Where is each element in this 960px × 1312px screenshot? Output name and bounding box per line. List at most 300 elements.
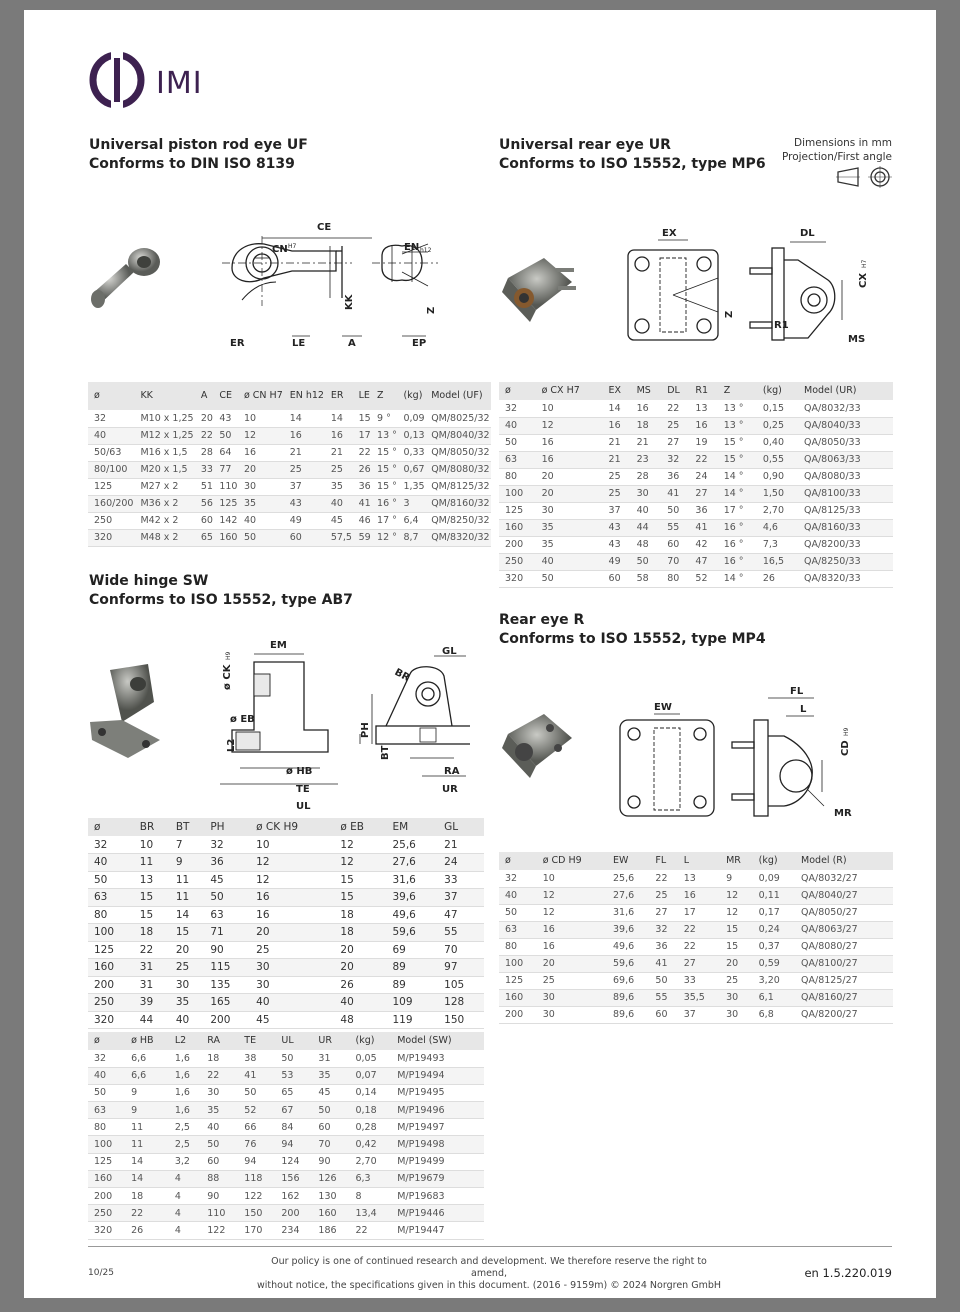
ur-table-cell: 15 ° — [718, 451, 757, 468]
sw-table-2-cell: 122 — [201, 1222, 238, 1239]
uf-table-header-cell: ø CN H7 — [238, 382, 284, 410]
sw-table-2-cell: 0,14 — [349, 1084, 391, 1101]
ur-table-cell: 4,6 — [757, 519, 798, 536]
sw-table-2-cell: 1,6 — [169, 1050, 201, 1067]
sw-title — [89, 572, 353, 610]
sw-table-2-cell: M/P19495 — [391, 1084, 484, 1101]
sw-table-1-cell: 40 — [334, 994, 386, 1012]
ur-table-cell: QA/8050/33 — [798, 434, 893, 451]
ur-table-header-cell: (kg) — [757, 382, 798, 400]
uf-table-cell: M20 x 1,5 — [134, 461, 194, 478]
sw-table-1-cell: 11 — [134, 854, 170, 872]
uf-table-cell: QM/8050/32 — [425, 444, 491, 461]
sw-table-1-cell: 47 — [438, 906, 484, 924]
uf-label-ce: CE — [317, 222, 332, 233]
ur-table-header-cell: ø — [499, 382, 536, 400]
sw-table-1-cell: 44 — [134, 1011, 170, 1029]
sw-table-1-cell: 25 — [250, 941, 334, 959]
ur-table-cell: 63 — [499, 451, 536, 468]
r-table-header-cell: ø CD H9 — [537, 852, 607, 870]
sw-table-1-cell: 320 — [88, 1011, 134, 1029]
ur-table-cell: 160 — [499, 519, 536, 536]
sw-table-2-cell: 88 — [201, 1170, 238, 1187]
ur-table-cell: 52 — [689, 570, 717, 587]
r-table-cell: 6,1 — [753, 989, 795, 1006]
ur-table-row — [499, 502, 893, 519]
ur-table-cell: 16 — [536, 434, 603, 451]
sw-table-2-header-cell: UR — [312, 1032, 349, 1050]
r-table-row — [499, 1006, 893, 1023]
sw-table-1-cell: 165 — [204, 994, 250, 1012]
sw-table-2-cell: 100 — [88, 1136, 125, 1153]
r-table-cell: 0,24 — [753, 921, 795, 938]
uf-table-cell: 8,7 — [397, 529, 425, 546]
sw-table-1-row — [88, 1011, 484, 1029]
ur-table-cell: 40 — [499, 417, 536, 434]
ur-table-row — [499, 519, 893, 536]
sw-table-2-row — [88, 1067, 484, 1084]
r-table-cell: 22 — [678, 921, 720, 938]
uf-table-cell: QM/8250/32 — [425, 512, 491, 529]
uf-table-cell: 33 — [195, 461, 213, 478]
sw-table-1-cell: 55 — [438, 924, 484, 942]
sw-table-1-cell: 10 — [134, 836, 170, 854]
sw-table-1-cell: 31,6 — [386, 871, 438, 889]
sw-table-1-cell: 12 — [250, 854, 334, 872]
dimensions-note — [782, 136, 892, 164]
ur-table-cell: 25 — [661, 417, 689, 434]
sw-table-1-cell: 50 — [88, 871, 134, 889]
sw-table-1-cell: 30 — [250, 959, 334, 977]
r-table-cell: 12 — [537, 887, 607, 904]
r-table-cell: QA/8080/27 — [795, 938, 893, 955]
uf-label-cn-sup: H7 — [288, 243, 297, 250]
r-table-cell: 20 — [720, 955, 753, 972]
sw-table-2-cell: 4 — [169, 1222, 201, 1239]
sw-table-2-cell: 320 — [88, 1222, 125, 1239]
ur-table-cell: 60 — [603, 570, 631, 587]
r-table-cell: 9 — [720, 870, 753, 887]
uf-label-a: A — [348, 338, 356, 346]
uf-table-cell: 40 — [325, 495, 353, 512]
ur-table-cell: 1,50 — [757, 485, 798, 502]
sw-table-1-cell: 40 — [88, 854, 134, 872]
sw-table-2-cell: 52 — [238, 1102, 275, 1119]
ur-table-cell: 16,5 — [757, 553, 798, 570]
ur-table-cell: 22 — [661, 400, 689, 417]
ur-table-cell: 80 — [499, 468, 536, 485]
r-table-cell: 27 — [649, 904, 677, 921]
ur-table-cell: 50 — [631, 553, 662, 570]
sw-table-1-header-cell: ø CK H9 — [250, 818, 334, 836]
uf-label-en: EN — [404, 242, 420, 253]
r-table-cell: 50 — [649, 972, 677, 989]
sw-table-2-row — [88, 1119, 484, 1136]
r-table-row — [499, 989, 893, 1006]
sw-table-2-cell: M/P19446 — [391, 1205, 484, 1222]
sw-table-2-cell: 156 — [275, 1170, 312, 1187]
sw-table-2-cell: 160 — [88, 1170, 125, 1187]
r-table-cell: 35,5 — [678, 989, 720, 1006]
sw-table-1-cell: 70 — [438, 941, 484, 959]
r-table-cell: 60 — [649, 1006, 677, 1023]
uf-table-header-cell: CE — [213, 382, 238, 410]
sw-table-2-cell: 0,28 — [349, 1119, 391, 1136]
r-table-row — [499, 972, 893, 989]
ur-table-cell: 48 — [631, 536, 662, 553]
r-table-header-cell: ø — [499, 852, 537, 870]
ur-table-cell: 24 — [689, 468, 717, 485]
sw-table-2-cell: 45 — [312, 1084, 349, 1101]
sw-table-1-cell: 30 — [250, 976, 334, 994]
uf-table-row — [88, 444, 491, 461]
sw-table-1-header-cell: EM — [386, 818, 438, 836]
sw-table-1-cell: 24 — [438, 854, 484, 872]
sw-table-1-cell: 35 — [170, 994, 205, 1012]
ur-title — [499, 136, 766, 174]
r-table-cell: 55 — [649, 989, 677, 1006]
r-table-cell: 0,17 — [753, 904, 795, 921]
sw-table-2-row — [88, 1084, 484, 1101]
sw-table-2-cell: M/P19498 — [391, 1136, 484, 1153]
sw-table-1-header-cell: ø EB — [334, 818, 386, 836]
ur-table-cell: 200 — [499, 536, 536, 553]
sw-table-1-cell: 200 — [204, 1011, 250, 1029]
uf-table-cell: 50 — [238, 529, 284, 546]
uf-table-cell: 30 — [238, 478, 284, 495]
ur-table-cell: 16 ° — [718, 536, 757, 553]
r-table-cell: 30 — [720, 1006, 753, 1023]
r-table-cell: 6,8 — [753, 1006, 795, 1023]
r-table-cell: 200 — [499, 1006, 537, 1023]
r-table-cell: 17 — [678, 904, 720, 921]
uf-table-cell: 15 ° — [371, 478, 397, 495]
r-table-cell: 25 — [720, 972, 753, 989]
sw-table-1-cell: 200 — [88, 976, 134, 994]
ur-table-cell: 43 — [603, 519, 631, 536]
ur-title-line1: Universal rear eye UR — [499, 137, 671, 153]
sw-table-1-cell: 109 — [386, 994, 438, 1012]
ur-table-cell: 7,3 — [757, 536, 798, 553]
uf-table-cell: 41 — [353, 495, 371, 512]
ur-label-z: Z — [724, 310, 735, 318]
uf-table-cell: 56 — [195, 495, 213, 512]
sw-table-2-cell: 18 — [125, 1188, 169, 1205]
sw-table-2-cell: M/P19493 — [391, 1050, 484, 1067]
document-page — [24, 10, 936, 1298]
sw-table-1-cell: 10 — [250, 836, 334, 854]
document-number: en 1.5.220.019 — [804, 1266, 892, 1280]
sw-table-2-cell: 1,6 — [169, 1102, 201, 1119]
r-table-cell: 59,6 — [607, 955, 649, 972]
sw-table-2-cell: 76 — [238, 1136, 275, 1153]
ur-table-cell: 20 — [536, 468, 603, 485]
sw-table-2-cell: 18 — [201, 1050, 238, 1067]
r-table-cell: QA/8160/27 — [795, 989, 893, 1006]
ur-table-cell: 40 — [631, 502, 662, 519]
sw-table-2-cell: 150 — [238, 1205, 275, 1222]
sw-table-1-cell: 36 — [204, 854, 250, 872]
sw-table-1-row — [88, 941, 484, 959]
r-table-header-cell: EW — [607, 852, 649, 870]
sw-table-2-cell: 11 — [125, 1136, 169, 1153]
sw-table-1-cell: 90 — [204, 941, 250, 959]
uf-table-cell: 64 — [213, 444, 238, 461]
r-table-cell: QA/8032/27 — [795, 870, 893, 887]
uf-table-cell: 17 ° — [371, 512, 397, 529]
sw-table-1-header-cell: BR — [134, 818, 170, 836]
sw-table-2-cell: 11 — [125, 1119, 169, 1136]
ur-table-cell: 14 ° — [718, 468, 757, 485]
uf-table-cell: 0,67 — [397, 461, 425, 478]
ur-table-cell: 13 ° — [718, 417, 757, 434]
sw-table-1-cell: 115 — [204, 959, 250, 977]
ur-table-cell: 17 ° — [718, 502, 757, 519]
sw-table-2-cell: 0,05 — [349, 1050, 391, 1067]
r-table-cell: 13 — [678, 870, 720, 887]
ur-table-cell: 13 — [689, 400, 717, 417]
uf-table-cell: 37 — [284, 478, 325, 495]
uf-table-cell: 160/200 — [88, 495, 134, 512]
uf-table-cell: 16 ° — [371, 495, 397, 512]
sw-table-1-cell: 150 — [438, 1011, 484, 1029]
uf-table-cell: 17 — [353, 427, 371, 444]
ur-table-cell: 0,15 — [757, 400, 798, 417]
ur-table-cell: 44 — [631, 519, 662, 536]
uf-table-cell: 12 — [238, 427, 284, 444]
sw-table-1-cell: 33 — [438, 871, 484, 889]
r-table-cell: 69,6 — [607, 972, 649, 989]
sw-table-1-cell: 18 — [334, 906, 386, 924]
ur-table-cell: 250 — [499, 553, 536, 570]
sw-table-2-cell: 35 — [201, 1102, 238, 1119]
sw-table-1-cell: 119 — [386, 1011, 438, 1029]
uf-table-cell: 36 — [353, 478, 371, 495]
uf-table — [88, 382, 491, 547]
ur-table-cell: 2,70 — [757, 502, 798, 519]
uf-table-cell: 20 — [238, 461, 284, 478]
sw-table-2-cell: 9 — [125, 1084, 169, 1101]
sw-table-1-row — [88, 854, 484, 872]
uf-table-cell: M36 x 2 — [134, 495, 194, 512]
ur-label-dl: DL — [800, 228, 815, 239]
sw-table-1-cell: 30 — [170, 976, 205, 994]
r-table-cell: 32 — [649, 921, 677, 938]
ur-table-cell: 18 — [631, 417, 662, 434]
ur-table-cell: 35 — [536, 536, 603, 553]
sw-table-1-cell: 14 — [170, 906, 205, 924]
uf-table-cell: QM/8160/32 — [425, 495, 491, 512]
sw-label-ur: UR — [442, 784, 458, 795]
footer-disclaimer-line1: Our policy is one of continued research and development. We therefore reserve the right to amend, — [271, 1256, 707, 1279]
sw-table-2-cell: 50 — [275, 1050, 312, 1067]
sw-label-em: EM — [270, 640, 287, 651]
ur-table-cell: 50 — [499, 434, 536, 451]
sw-table-1-cell: 15 — [334, 889, 386, 907]
uf-table-cell: 60 — [284, 529, 325, 546]
uf-table-cell: 22 — [353, 444, 371, 461]
sw-table-1-row — [88, 924, 484, 942]
ur-table-header-cell: ø CX H7 — [536, 382, 603, 400]
r-table-cell: 33 — [678, 972, 720, 989]
ur-table-cell: 32 — [499, 400, 536, 417]
ur-table-cell: 40 — [536, 553, 603, 570]
sw-table-2-cell: 170 — [238, 1222, 275, 1239]
sw-table-1-cell: 48 — [334, 1011, 386, 1029]
sw-table-2-cell: 41 — [238, 1067, 275, 1084]
sw-table-2-cell: 2,5 — [169, 1136, 201, 1153]
sw-table-2-cell: 1,6 — [169, 1067, 201, 1084]
sw-table-1-cell: 20 — [334, 941, 386, 959]
sw-table-2-cell: 160 — [312, 1205, 349, 1222]
sw-table-2-cell: M/P19683 — [391, 1188, 484, 1205]
uf-table-cell: 110 — [213, 478, 238, 495]
sw-table-1-cell: 125 — [88, 941, 134, 959]
sw-table-1-cell: 11 — [170, 871, 205, 889]
sw-table-2-header-cell: L2 — [169, 1032, 201, 1050]
r-table-cell: QA/8200/27 — [795, 1006, 893, 1023]
ur-label-ms: MS — [848, 334, 866, 345]
uf-table-cell: 125 — [213, 495, 238, 512]
r-table-cell: 30 — [720, 989, 753, 1006]
r-table-cell: 50 — [499, 904, 537, 921]
uf-table-cell: 3 — [397, 495, 425, 512]
ur-table-cell: 23 — [631, 451, 662, 468]
sw-table-1-cell: 45 — [204, 871, 250, 889]
ur-table-cell: 47 — [689, 553, 717, 570]
sw-table-2-cell: 9 — [125, 1102, 169, 1119]
ur-table-cell: QA/8063/33 — [798, 451, 893, 468]
ur-table-row — [499, 417, 893, 434]
r-table-cell: 39,6 — [607, 921, 649, 938]
ur-table-header-cell: DL — [661, 382, 689, 400]
ur-table-cell: QA/8100/33 — [798, 485, 893, 502]
uf-label-en-sup: h12 — [420, 247, 432, 254]
sw-table-2-cell: 65 — [275, 1084, 312, 1101]
sw-table-2-cell: 60 — [201, 1153, 238, 1170]
r-label-l: L — [800, 704, 807, 715]
ur-table-cell: 36 — [661, 468, 689, 485]
uf-table-cell: 160 — [213, 529, 238, 546]
sw-table-1-cell: 7 — [170, 836, 205, 854]
ur-table-cell: 0,90 — [757, 468, 798, 485]
ur-table-cell: 30 — [631, 485, 662, 502]
sw-table-1-cell: 13 — [134, 871, 170, 889]
sw-label-hb: ø HB — [286, 766, 313, 777]
ur-table-cell: QA/8040/33 — [798, 417, 893, 434]
uf-table-header-cell: ø — [88, 382, 134, 410]
uf-table-cell: M27 x 2 — [134, 478, 194, 495]
r-table-cell: 12 — [720, 887, 753, 904]
sw-label-gl: GL — [442, 646, 457, 657]
ur-table-cell: 50 — [661, 502, 689, 519]
uf-table-header-cell: Z — [371, 382, 397, 410]
sw-table-1-cell: 18 — [134, 924, 170, 942]
uf-table-row — [88, 495, 491, 512]
uf-table-cell: 35 — [325, 478, 353, 495]
uf-table-header-cell: KK — [134, 382, 194, 410]
ur-table-row — [499, 468, 893, 485]
ur-label-r1: R1 — [774, 320, 789, 331]
uf-table-cell: 12 ° — [371, 529, 397, 546]
sw-table-2-cell: 94 — [238, 1153, 275, 1170]
uf-table-cell: QM/8025/32 — [425, 410, 491, 427]
uf-label-cn: CN — [272, 244, 288, 255]
ur-table-row — [499, 553, 893, 570]
uf-table-row — [88, 512, 491, 529]
sw-table-2-cell: 14 — [125, 1170, 169, 1187]
sw-table-1-cell: 22 — [134, 941, 170, 959]
sw-table-2-cell: 32 — [88, 1050, 125, 1067]
uf-table-cell: 0,09 — [397, 410, 425, 427]
uf-table-cell: 49 — [284, 512, 325, 529]
uf-table-cell: M16 x 1,5 — [134, 444, 194, 461]
sw-table-2-cell: 0,07 — [349, 1067, 391, 1084]
r-table-row — [499, 955, 893, 972]
r-table-cell: 37 — [678, 1006, 720, 1023]
sw-table-1-header-cell: PH — [204, 818, 250, 836]
ur-table-header-cell: EX — [603, 382, 631, 400]
uf-table-cell: 0,33 — [397, 444, 425, 461]
r-table-cell: QA/8125/27 — [795, 972, 893, 989]
sw-title-line1: Wide hinge SW — [89, 573, 209, 589]
r-table-cell: 36 — [649, 938, 677, 955]
sw-table-1-cell: 20 — [250, 924, 334, 942]
uf-table-cell: 80/100 — [88, 461, 134, 478]
r-table-cell: 12 — [720, 904, 753, 921]
uf-table-cell: 60 — [195, 512, 213, 529]
uf-table-cell: 320 — [88, 529, 134, 546]
r-table-cell: 20 — [537, 955, 607, 972]
uf-label-z: Z — [426, 306, 437, 314]
sw-table-2 — [88, 1032, 484, 1240]
ur-table-header-cell: MS — [631, 382, 662, 400]
r-table-cell: 100 — [499, 955, 537, 972]
uf-table-cell: 10 — [238, 410, 284, 427]
ur-title-line2: Conforms to ISO 15552, type MP6 — [499, 156, 766, 172]
ur-table-cell: 41 — [689, 519, 717, 536]
sw-table-2-cell: 22 — [201, 1067, 238, 1084]
uf-table-cell: 32 — [88, 410, 134, 427]
uf-title — [89, 136, 308, 174]
ur-table-header-cell: R1 — [689, 382, 717, 400]
sw-table-1-cell: 50 — [204, 889, 250, 907]
ur-table-row — [499, 536, 893, 553]
r-table-cell: 25,6 — [607, 870, 649, 887]
sw-table-2-cell: 60 — [312, 1119, 349, 1136]
r-table-cell: 22 — [649, 870, 677, 887]
sw-table-1-cell: 160 — [88, 959, 134, 977]
sw-table-2-cell: 2,70 — [349, 1153, 391, 1170]
sw-table-1-cell: 39 — [134, 994, 170, 1012]
sw-table-2-cell: 70 — [312, 1136, 349, 1153]
sw-table-2-cell: 125 — [88, 1153, 125, 1170]
sw-table-1-cell: 128 — [438, 994, 484, 1012]
uf-table-cell: 65 — [195, 529, 213, 546]
uf-table-cell: 0,13 — [397, 427, 425, 444]
sw-table-2-cell: 200 — [88, 1188, 125, 1205]
ur-table-cell: 30 — [536, 502, 603, 519]
sw-table-2-cell: 30 — [201, 1084, 238, 1101]
sw-table-2-cell: 0,18 — [349, 1102, 391, 1119]
r-table-cell: 49,6 — [607, 938, 649, 955]
sw-table-1-cell: 15 — [334, 871, 386, 889]
sw-label-br: BR — [392, 666, 412, 684]
ur-table-cell: 35 — [536, 519, 603, 536]
uf-table-cell: M48 x 2 — [134, 529, 194, 546]
ur-table-cell: 50 — [536, 570, 603, 587]
ur-table-cell: 25 — [603, 468, 631, 485]
